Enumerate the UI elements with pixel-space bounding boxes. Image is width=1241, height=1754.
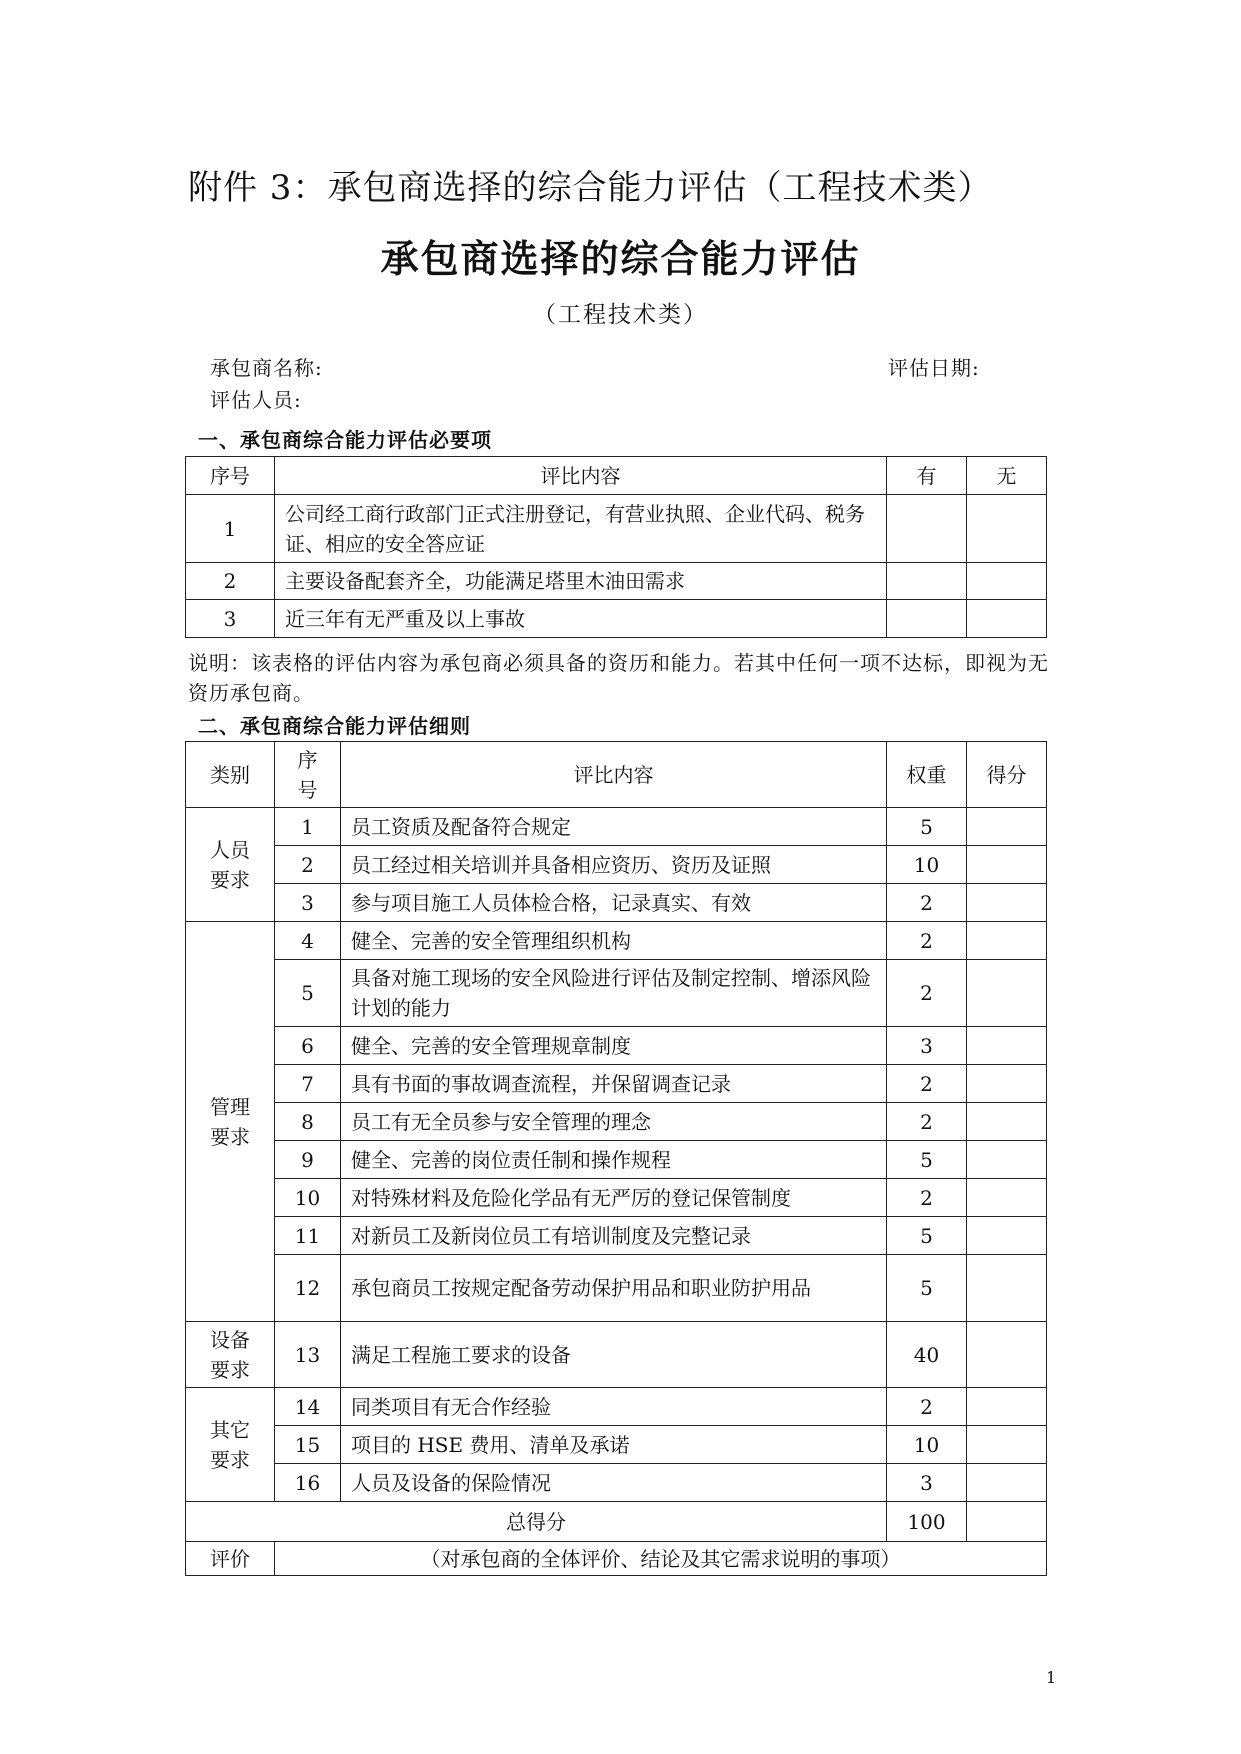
total-row bbox=[186, 1502, 1047, 1542]
scoring-table bbox=[185, 741, 1047, 1576]
header-category: 类别 bbox=[186, 742, 275, 808]
table-row bbox=[186, 1255, 1047, 1322]
row-content: 对新员工及新岗位员工有培训制度及完整记录 bbox=[341, 1217, 887, 1255]
row-content: 承包商员工按规定配备劳动保护用品和职业防护用品 bbox=[341, 1255, 887, 1322]
section2-heading: 二、承包商综合能力评估细则 bbox=[198, 714, 471, 738]
row-content: 近三年有无严重及以上事故 bbox=[275, 600, 887, 638]
row-weight: 3 bbox=[887, 1464, 967, 1502]
row-content: 具备对施工现场的安全风险进行评估及制定控制、增添风险计划的能力 bbox=[341, 960, 887, 1027]
table-row bbox=[186, 1217, 1047, 1255]
row-content: 员工有无全员参与安全管理的理念 bbox=[341, 1103, 887, 1141]
table-row bbox=[186, 846, 1047, 884]
evaluation-row bbox=[186, 1542, 1047, 1576]
page-number: 1 bbox=[1046, 1668, 1057, 1687]
row-no: 1 bbox=[275, 808, 341, 846]
row-content: 员工资质及配备符合规定 bbox=[341, 808, 887, 846]
row-no: 9 bbox=[275, 1141, 341, 1179]
required-items-table bbox=[185, 456, 1047, 638]
row-weight: 2 bbox=[887, 960, 967, 1027]
row-content: 公司经工商行政部门正式注册登记，有营业执照、企业代码、税务证、相应的安全答应证 bbox=[275, 495, 887, 563]
row-weight: 5 bbox=[887, 1141, 967, 1179]
score-cell[interactable] bbox=[967, 1388, 1047, 1426]
page-title: 承包商选择的综合能力评估 bbox=[380, 236, 861, 281]
score-cell[interactable] bbox=[967, 960, 1047, 1027]
contractor-name-label: 承包商名称: bbox=[210, 356, 323, 380]
header-no: 序号 bbox=[186, 457, 275, 495]
score-cell[interactable] bbox=[967, 1217, 1047, 1255]
row-weight: 10 bbox=[887, 846, 967, 884]
table-row bbox=[186, 495, 1047, 563]
row-no: 15 bbox=[275, 1426, 341, 1464]
row-content: 对特殊材料及危险化学品有无严厉的登记保管制度 bbox=[341, 1179, 887, 1217]
table-row bbox=[186, 808, 1047, 846]
row-weight: 5 bbox=[887, 808, 967, 846]
table-row bbox=[186, 1027, 1047, 1065]
table-header-row bbox=[186, 742, 1047, 808]
no-cell[interactable] bbox=[967, 563, 1047, 600]
row-content: 主要设备配套齐全，功能满足塔里木油田需求 bbox=[275, 563, 887, 600]
row-content: 人员及设备的保险情况 bbox=[341, 1464, 887, 1502]
yes-cell[interactable] bbox=[887, 600, 967, 638]
score-cell[interactable] bbox=[967, 846, 1047, 884]
row-content: 员工经过相关培训并具备相应资历、资历及证照 bbox=[341, 846, 887, 884]
table-row bbox=[186, 1464, 1047, 1502]
header-no-have: 无 bbox=[967, 457, 1047, 495]
header-score: 得分 bbox=[967, 742, 1047, 808]
row-weight: 2 bbox=[887, 1179, 967, 1217]
row-no: 14 bbox=[275, 1388, 341, 1426]
score-cell[interactable] bbox=[967, 1103, 1047, 1141]
category-cell: 设备要求 bbox=[186, 1322, 275, 1388]
score-cell[interactable] bbox=[967, 1322, 1047, 1388]
table-row bbox=[186, 600, 1047, 638]
row-no: 1 bbox=[186, 495, 275, 563]
row-weight: 40 bbox=[887, 1322, 967, 1388]
eval-date-label: 评估日期: bbox=[888, 356, 980, 380]
row-content: 项目的 HSE 费用、清单及承诺 bbox=[341, 1426, 887, 1464]
row-no: 16 bbox=[275, 1464, 341, 1502]
header-content: 评比内容 bbox=[275, 457, 887, 495]
row-no: 10 bbox=[275, 1179, 341, 1217]
score-cell[interactable] bbox=[967, 1141, 1047, 1179]
table-row bbox=[186, 922, 1047, 960]
row-no: 13 bbox=[275, 1322, 341, 1388]
row-no: 3 bbox=[186, 600, 275, 638]
row-content: 具有书面的事故调查流程，并保留调查记录 bbox=[341, 1065, 887, 1103]
row-no: 5 bbox=[275, 960, 341, 1027]
row-weight: 2 bbox=[887, 1388, 967, 1426]
header-yes: 有 bbox=[887, 457, 967, 495]
table-row bbox=[186, 1322, 1047, 1388]
table-row bbox=[186, 1426, 1047, 1464]
total-value: 100 bbox=[887, 1502, 967, 1542]
table-row bbox=[186, 1141, 1047, 1179]
category-cell: 管理要求 bbox=[186, 922, 275, 1322]
row-content: 同类项目有无合作经验 bbox=[341, 1388, 887, 1426]
category-cell: 人员要求 bbox=[186, 808, 275, 922]
attachment-title: 附件 3：承包商选择的综合能力评估（工程技术类） bbox=[188, 168, 993, 208]
no-cell[interactable] bbox=[967, 600, 1047, 638]
score-cell[interactable] bbox=[967, 1426, 1047, 1464]
row-content: 满足工程施工要求的设备 bbox=[341, 1322, 887, 1388]
table-row bbox=[186, 1388, 1047, 1426]
yes-cell[interactable] bbox=[887, 563, 967, 600]
row-weight: 2 bbox=[887, 1103, 967, 1141]
row-content: 参与项目施工人员体检合格，记录真实、有效 bbox=[341, 884, 887, 922]
total-score-cell[interactable] bbox=[967, 1502, 1047, 1542]
row-no: 12 bbox=[275, 1255, 341, 1322]
row-no: 4 bbox=[275, 922, 341, 960]
row-no: 6 bbox=[275, 1027, 341, 1065]
header-weight: 权重 bbox=[887, 742, 967, 808]
row-weight: 5 bbox=[887, 1217, 967, 1255]
row-weight: 5 bbox=[887, 1255, 967, 1322]
row-no: 2 bbox=[186, 563, 275, 600]
row-no: 3 bbox=[275, 884, 341, 922]
table-row bbox=[186, 1065, 1047, 1103]
table-row bbox=[186, 960, 1047, 1027]
row-content: 健全、完善的安全管理组织机构 bbox=[341, 922, 887, 960]
header-no: 序号 bbox=[275, 742, 341, 808]
table-header-row bbox=[186, 457, 1047, 495]
table-note: 说明：该表格的评估内容为承包商必须具备的资历和能力。若其中任何一项不达标，即视为无资历承包商。 bbox=[188, 651, 1049, 705]
row-weight: 2 bbox=[887, 1065, 967, 1103]
score-cell[interactable] bbox=[967, 1065, 1047, 1103]
table-row bbox=[186, 1179, 1047, 1217]
score-cell[interactable] bbox=[967, 1255, 1047, 1322]
score-cell[interactable] bbox=[967, 1027, 1047, 1065]
table-row bbox=[186, 1103, 1047, 1141]
table-row bbox=[186, 884, 1047, 922]
evaluation-label: 评价 bbox=[186, 1542, 275, 1576]
row-weight: 2 bbox=[887, 922, 967, 960]
row-weight: 2 bbox=[887, 884, 967, 922]
category-cell: 其它要求 bbox=[186, 1388, 275, 1502]
evaluation-content[interactable]: （对承包商的全体评价、结论及其它需求说明的事项） bbox=[275, 1542, 1047, 1576]
row-content: 健全、完善的安全管理规章制度 bbox=[341, 1027, 887, 1065]
section1-heading: 一、承包商综合能力评估必要项 bbox=[198, 428, 492, 452]
row-no: 2 bbox=[275, 846, 341, 884]
table-row bbox=[186, 563, 1047, 600]
page-subtitle: （工程技术类） bbox=[533, 302, 708, 328]
row-weight: 3 bbox=[887, 1027, 967, 1065]
evaluator-label: 评估人员: bbox=[210, 388, 302, 412]
row-weight: 10 bbox=[887, 1426, 967, 1464]
total-label: 总得分 bbox=[186, 1502, 887, 1542]
score-cell[interactable] bbox=[967, 808, 1047, 846]
score-cell[interactable] bbox=[967, 1179, 1047, 1217]
row-no: 11 bbox=[275, 1217, 341, 1255]
header-content: 评比内容 bbox=[341, 742, 887, 808]
score-cell[interactable] bbox=[967, 1464, 1047, 1502]
score-cell[interactable] bbox=[967, 922, 1047, 960]
score-cell[interactable] bbox=[967, 884, 1047, 922]
row-content: 健全、完善的岗位责任制和操作规程 bbox=[341, 1141, 887, 1179]
row-no: 8 bbox=[275, 1103, 341, 1141]
row-no: 7 bbox=[275, 1065, 341, 1103]
no-cell[interactable] bbox=[967, 495, 1047, 563]
yes-cell[interactable] bbox=[887, 495, 967, 563]
